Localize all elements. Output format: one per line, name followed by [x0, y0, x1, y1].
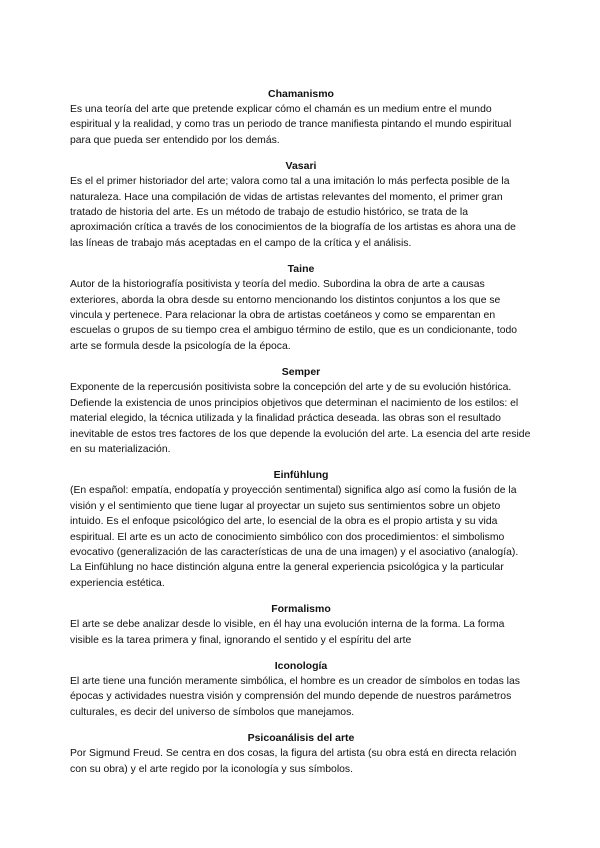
- section-title: Einfühlung: [273, 469, 329, 482]
- section-formalismo: [70, 602, 532, 648]
- section-title: Formalismo: [271, 603, 331, 616]
- section-title: Taine: [287, 263, 315, 276]
- section-title: Vasari: [285, 160, 317, 173]
- section-title: Semper: [281, 366, 321, 379]
- section-body: El arte se debe analizar desde lo visible, en él hay una evolución interna de la forma. La forma visible es la tarea primera y final, ignorando el sentido y el espíritu del arte: [70, 619, 505, 646]
- section-body: Es una teoría del arte que pretende explicar cómo el chamán es un medium entre el mundo espiritual y la realidad, y como tras un periodo de trance manifiesta pintando el mundo espiritual para que pueda ser entendido por los demás.: [70, 104, 512, 146]
- section-semper: [70, 365, 532, 457]
- section-body: Por Sigmund Freud. Se centra en dos cosas, la figura del artista (su obra está en directa relación con su obra) y el arte regido por la iconología y sus símbolos.: [70, 748, 517, 775]
- section-chamanismo: [70, 87, 532, 148]
- section-title: Psicoanálisis del arte: [247, 732, 355, 745]
- section-psicoanalisis: [70, 731, 532, 777]
- section-body: (En español: empatía, endopatía y proyección sentimental) significa algo así como la fusión de la visión y el sentimiento que tiene lugar al proyectar un sujeto sus sentimientos sobre un objeto intuido. Es el enfoque psicológico del arte, lo esencial de la obra es el propio artista y su vida espiritual. El arte es un acto de conocimiento simbólico con dos procedimientos: el simbolismo evocativo (generalización de las características de una de una imagen) y el asociativo (analogía). La Einfühlung no hace distinción alguna entre la general experiencia psicológica y la particular experiencia estética.: [70, 485, 519, 589]
- section-title: Iconología: [274, 659, 328, 672]
- section-body: Exponente de la repercusión positivista sobre la concepción del arte y de su evolución histórica. Defiende la existencia de unos principios objetivos que determinan el nacimiento de los estilos: el material elegido, la técnica utilizada y la finalidad práctica deseada. las obras son el resultado inevitable de estos tres factores de los que depende la evolución del arte. La esencia del arte reside en su materialización.: [70, 382, 531, 455]
- section-iconologia: [70, 659, 532, 720]
- section-einfuhlung: [70, 468, 532, 591]
- section-body: El arte tiene una función meramente simbólica, el hombre es un creador de símbolos en todas las épocas y actividades nuestra visión y comprensión del mundo depende de nuestros parámetros culturales, es decir del universo de símbolos que manejamos.: [70, 675, 520, 718]
- section-taine: [70, 262, 532, 354]
- section-body: Es el el primer historiador del arte; valora como tal a una imitación lo más perfecta posible de la naturaleza. Hace una compilación de vidas de artistas relevantes del momento, el primer gran tratado de historia del arte. Es un método de trabajo de estudio histórico, se trata de la aproximación crítica a través de los conocimientos de la biografía de los artistas es ahora una de las líneas de trabajo más aceptadas en el campo de la crítica y el análisis.: [70, 176, 516, 249]
- section-vasari: [70, 159, 532, 251]
- section-body: Autor de la historiografía positivista y teoría del medio. Subordina la obra de arte a causas exteriores, aborda la obra desde su entorno mencionando los distintos conjuntos a los que se vincula y pertenece. Para relacionar la obra de artistas coetáneos y como se emparentan en escuelas o grupos de su tiempo crea el ambiguo término de estilo, que es un condicionante, todo arte se formula desde la psicología de la época.: [70, 279, 518, 352]
- section-title: Chamanismo: [268, 88, 334, 100]
- document-page: [70, 87, 532, 788]
